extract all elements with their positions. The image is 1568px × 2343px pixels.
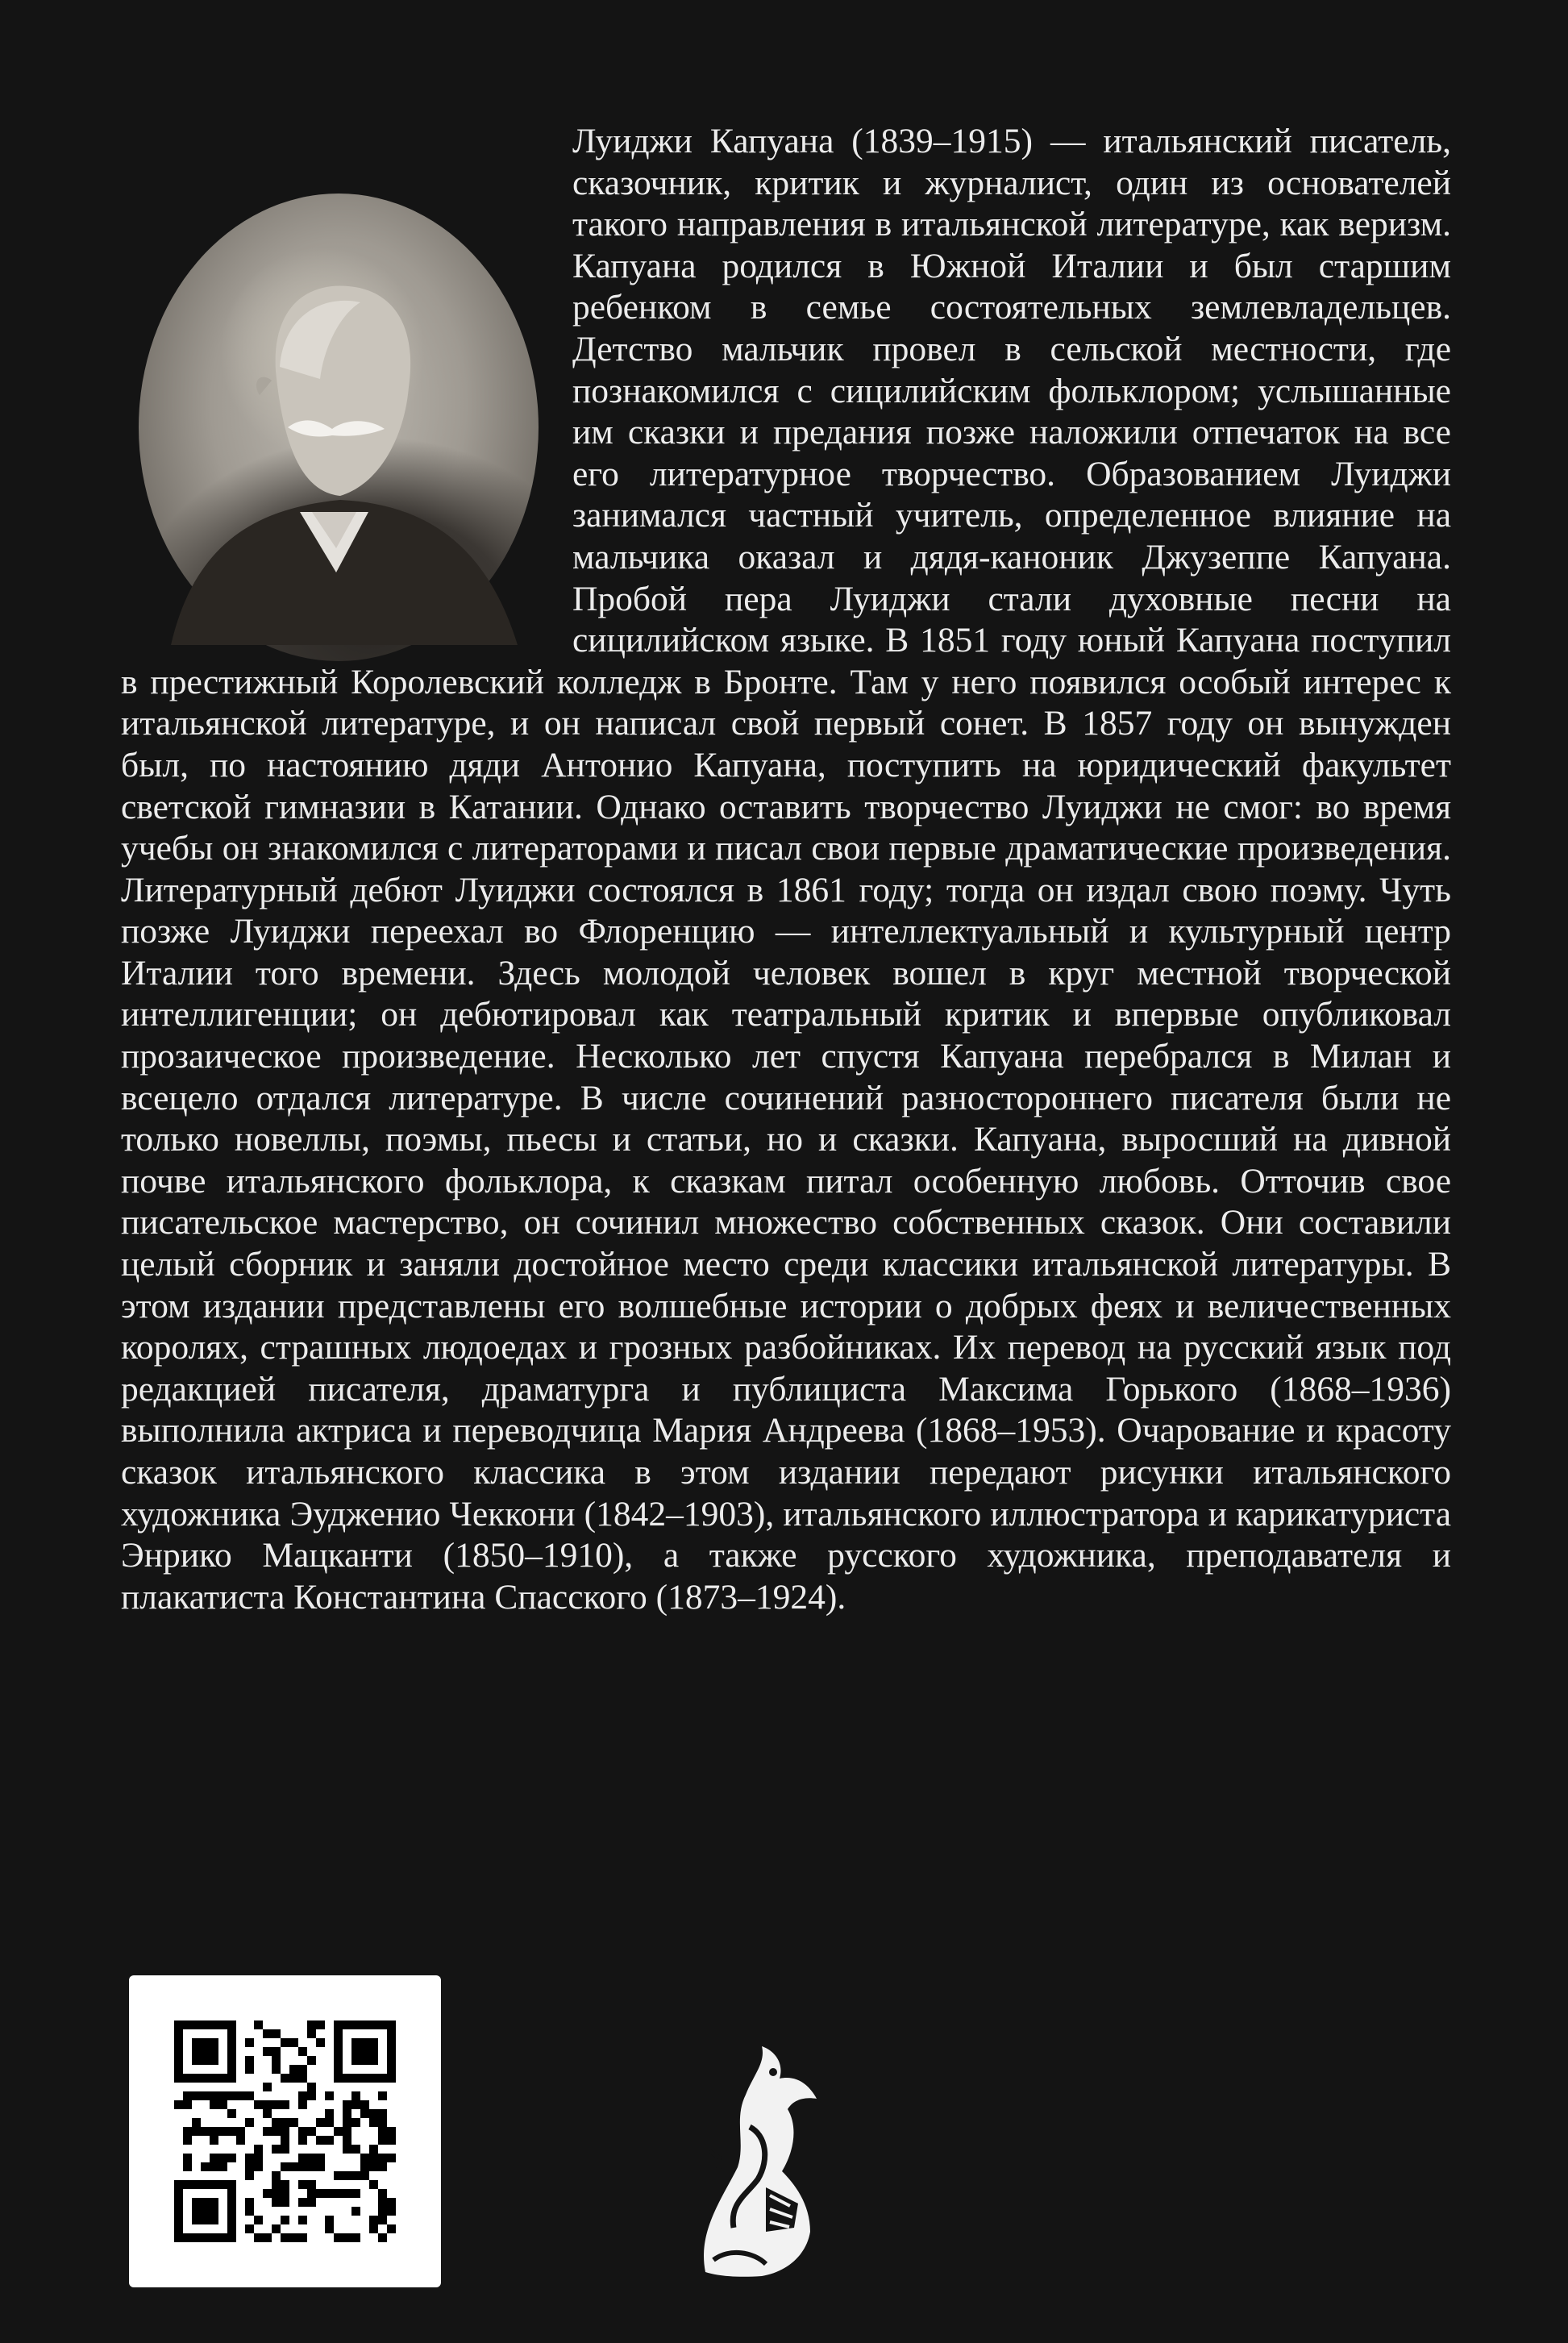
qr-code-pattern (129, 1975, 441, 2287)
portrait-text-wrap (121, 121, 572, 621)
dragon-emblem-icon (689, 2030, 822, 2280)
biography-paragraph: Луиджи Капуана (1839–1915) — итальянский писатель, сказочник, критик и журналист, один из основателей такого направления в итальянской литературе, как веризм. Капуана родился в Южной Италии и был старшим ребенком в семье состоятельных землевладельцев. Детство мальчик провел в сельской местности, где познакомился с сицилийским фольклором; услышанные им сказки и предания позже наложили отпечаток на все его литературное творчество. Образованием Луиджи занимался частный учитель, определенное влияние на мальчика оказал и дядя-каноник Джузеппе Капуана. Пробой пера Луиджи стали духовные песни на сицилийском языке. В 1851 году юный Капуана поступил в престижный Королевский колледж в Бронте. Там у него появился особый интерес к итальянской литературе, и он написал свой первый сонет. В 1857 году он вынужден был, по настоянию дяди Антонио Капуана, поступить на юридический факультет светской гимназии в Катании. Однако оставить творчество Луиджи не смог: во время учебы он знакомился с литераторами и писал свои первые драматические произведения. Литературный дебют Луиджи состоялся в 1861 году; тогда он издал свою поэму. Чуть позже Луиджи переехал во Флоренцию — интеллектуальный и культурный центр Италии того времени. Здесь молодой человек вошел в круг местной творческой интеллигенции; он дебютировал как театральный критик и впервые опубликовал прозаическое произведение. Несколько лет спустя Капуана перебрался в Милан и всецело отдался литературе. В числе сочинений разностороннего писателя были не только новеллы, поэмы, пьесы и статьи, но и сказки. Капуана, выросший на дивной почве итальянского фольклора, к сказкам питал особенную любовь. Отточив свое писательское мастерство, он сочинил множество собственных сказок. Они составили целый сборник и заняли достойное место среди классики итальянской литературы. В этом издании представлены его волшебные истории о добрых феях и величественных королях, страшных людоедах и грозных разбойниках. Их перевод на русский язык под редакцией писателя, драматурга и публициста Максима Горького (1868–1936) выполнила актриса и переводчица Мария Андреева (1868–1953). Очарование и красоту сказок итальянского классика в этом издании передают рисунки итальянского художника Эудженио Чеккони (1842–1903), итальянского иллюстратора и карикатуриста Энрико Мацканти (1850–1910), а также русского художника, преподавателя и плакатиста Константина Спасского (1873–1924). (121, 122, 1451, 1617)
publisher-logo-icon (689, 2030, 822, 2280)
qr-code (129, 1975, 441, 2287)
author-biography (121, 121, 1451, 1618)
